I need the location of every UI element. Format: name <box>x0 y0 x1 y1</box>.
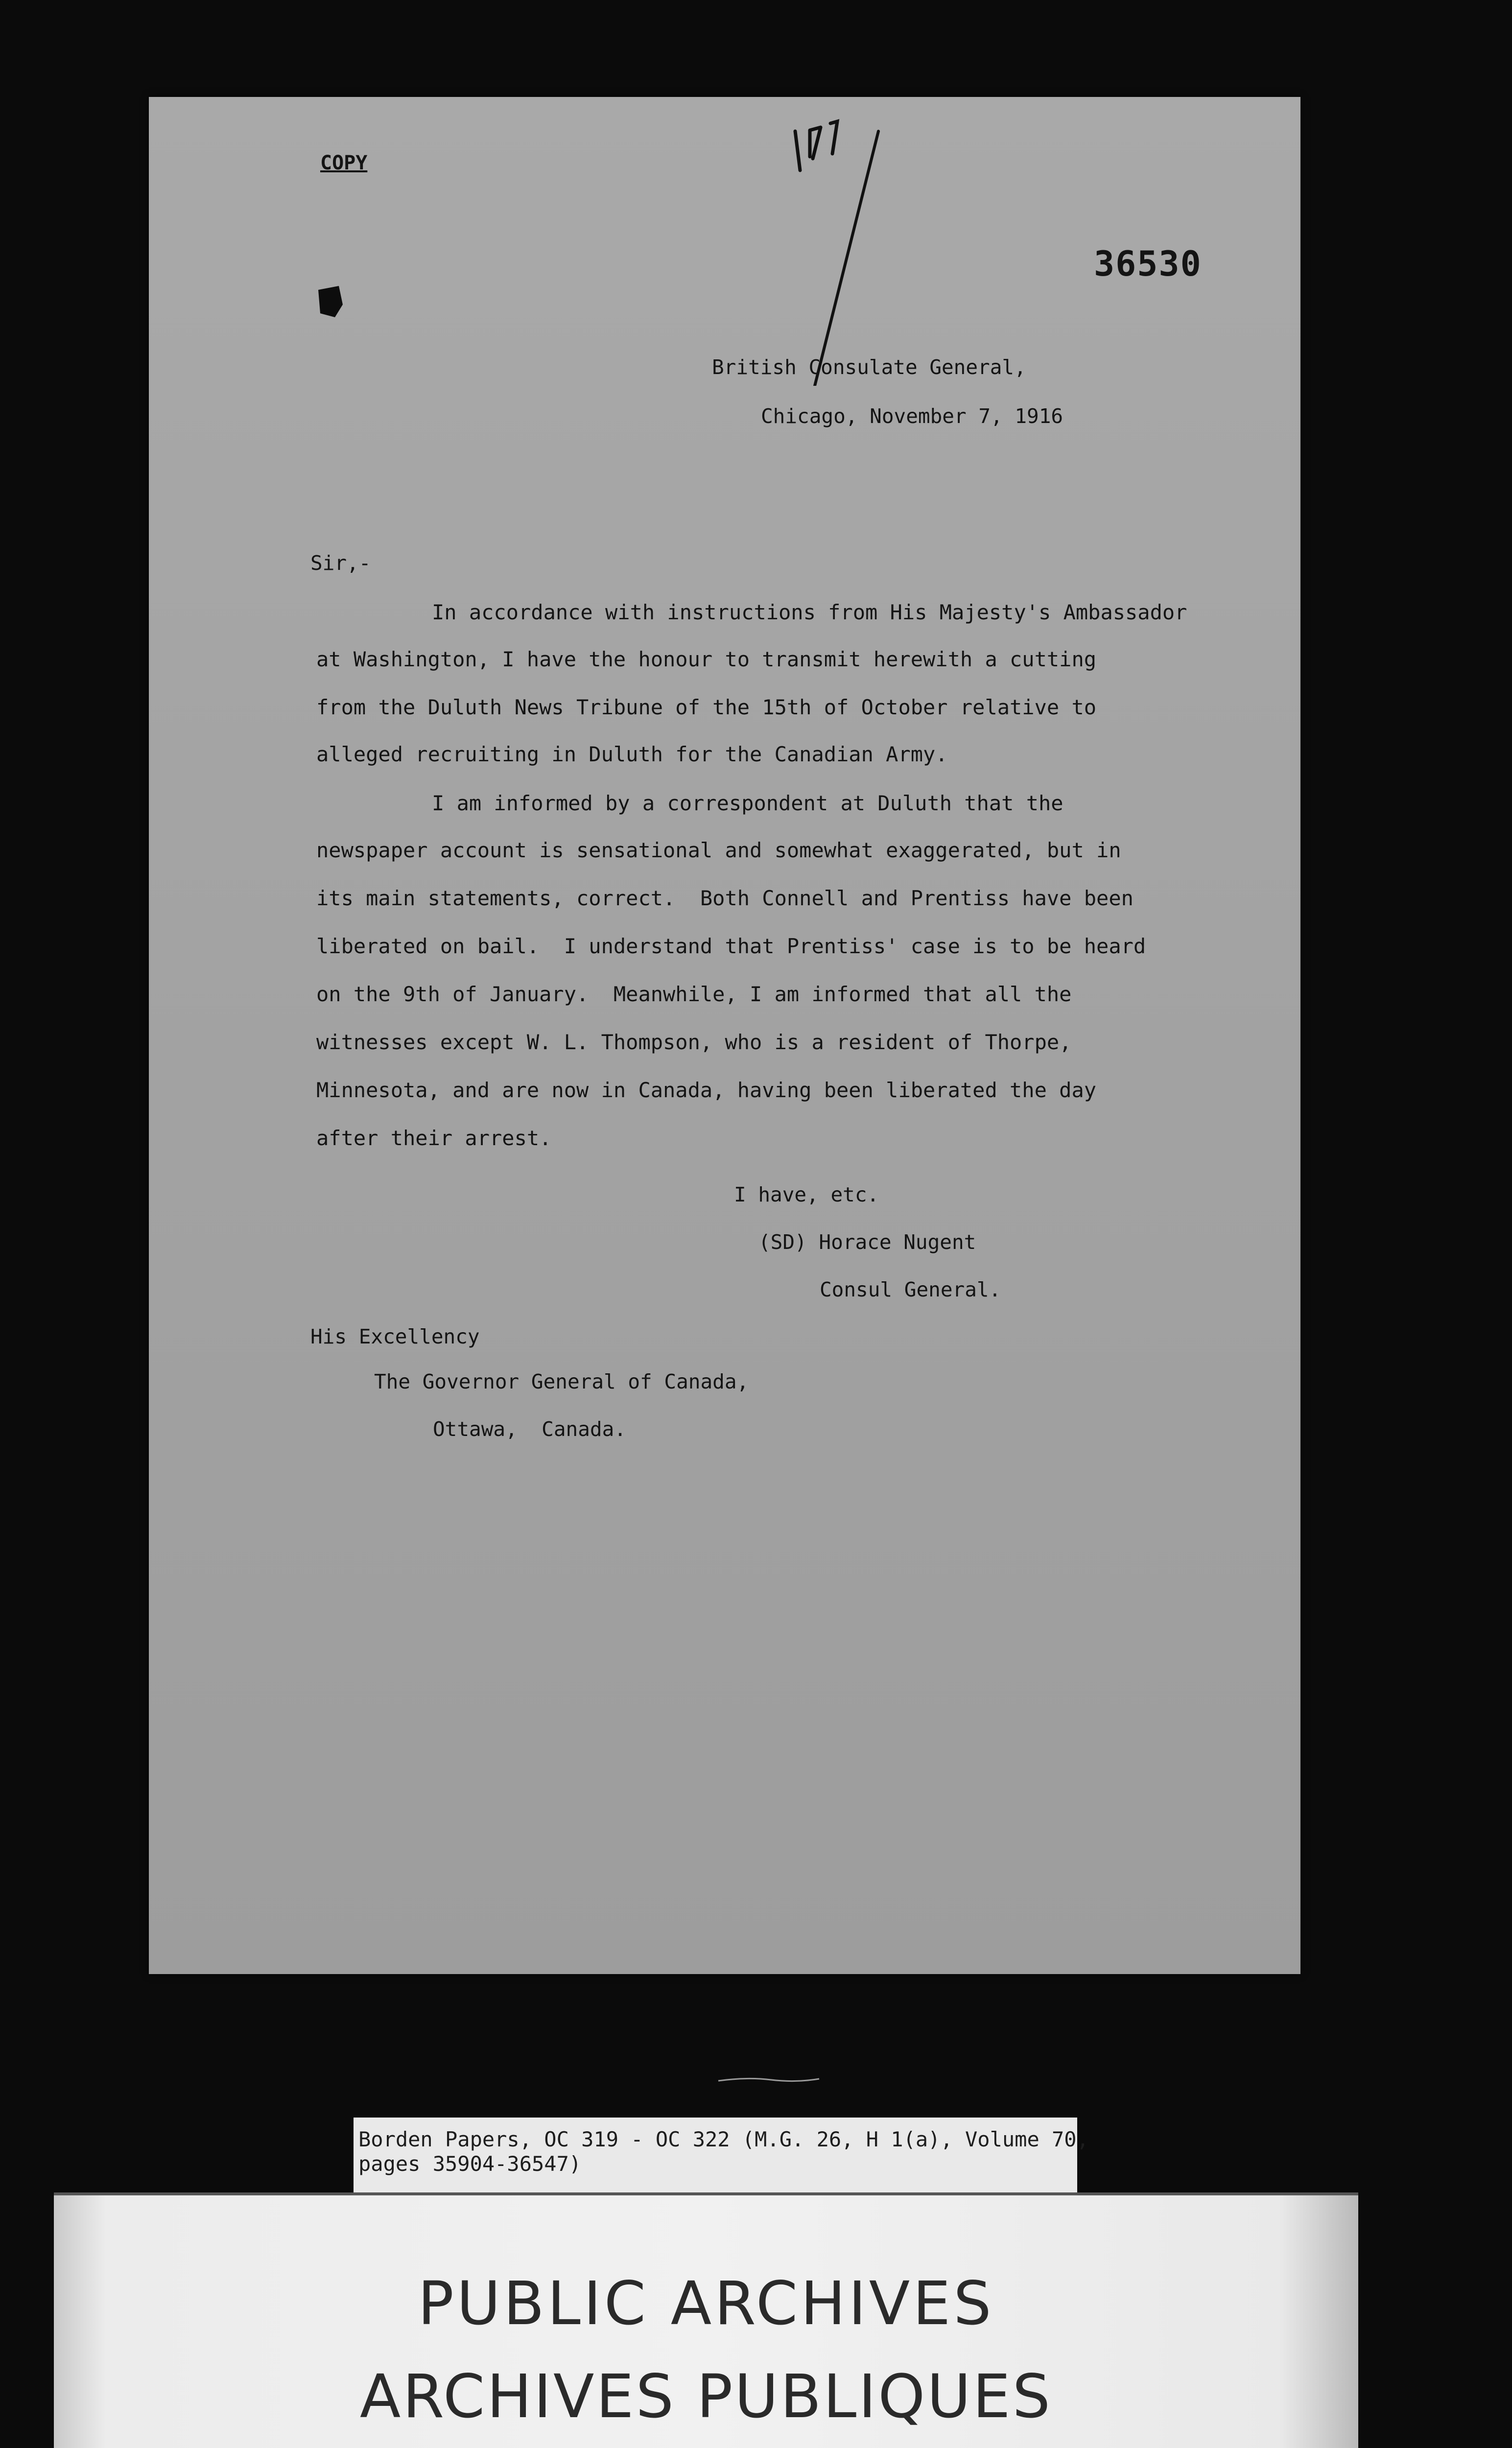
body-line: In accordance with instructions from His Majesty's Ambassador <box>432 600 1187 624</box>
recipient-line: Ottawa, Canada. <box>433 1417 626 1441</box>
closing-line: I have, etc. <box>734 1183 879 1206</box>
recipient-line: The Governor General of Canada, <box>374 1370 749 1393</box>
reference-slip <box>354 2118 1089 2196</box>
body-line: Minnesota, and are now in Canada, having been liberated the day <box>316 1078 1097 1102</box>
salutation: Sir,- <box>310 551 371 575</box>
sender-address-line1: British Consulate General, <box>712 355 1026 379</box>
body-line: its main statements, correct. Both Connell and Prentiss have been <box>316 886 1134 910</box>
letter-page <box>149 97 1300 1974</box>
ink-blot-icon <box>315 285 345 319</box>
body-line: newspaper account is sensational and somewhat exaggerated, but in <box>316 838 1121 862</box>
scan-artifact <box>717 2076 820 2084</box>
body-line: on the 9th of January. Meanwhile, I am informed that all the <box>316 982 1072 1006</box>
reference-line: Borden Papers, OC 319 - OC 322 (M.G. 26, H 1(a), Volume 70, <box>358 2127 1089 2151</box>
body-line: from the Duluth News Tribune of the 15th of October relative to <box>316 695 1097 719</box>
body-line: I am informed by a correspondent at Duluth that the <box>432 791 1063 815</box>
reference-line: pages 35904-36547) <box>358 2152 582 2176</box>
copy-label: COPY <box>320 152 368 174</box>
body-line: after their arrest. <box>316 1126 552 1150</box>
body-line: witnesses except W. L. Thompson, who is a resident of Thorpe, <box>316 1030 1072 1054</box>
sender-address-line2: Chicago, November 7, 1916 <box>761 404 1063 428</box>
handwritten-annotation <box>648 112 922 386</box>
body-line: alleged recruiting in Duluth for the Canadian Army. <box>316 742 948 766</box>
document-number: 36530 <box>1094 244 1202 284</box>
archives-card-title-fr: ARCHIVES PUBLIQUES <box>359 2362 1053 2431</box>
archives-card <box>54 2192 1358 2448</box>
archives-card-title-en: PUBLIC ARCHIVES <box>418 2269 994 2338</box>
signature-title: Consul General. <box>820 1278 1001 1301</box>
signature-line: (SD) Horace Nugent <box>758 1230 976 1254</box>
body-line: liberated on bail. I understand that Prentiss' case is to be heard <box>316 934 1146 958</box>
recipient-line: His Excellency <box>310 1325 480 1348</box>
body-line: at Washington, I have the honour to transmit herewith a cutting <box>316 647 1097 671</box>
